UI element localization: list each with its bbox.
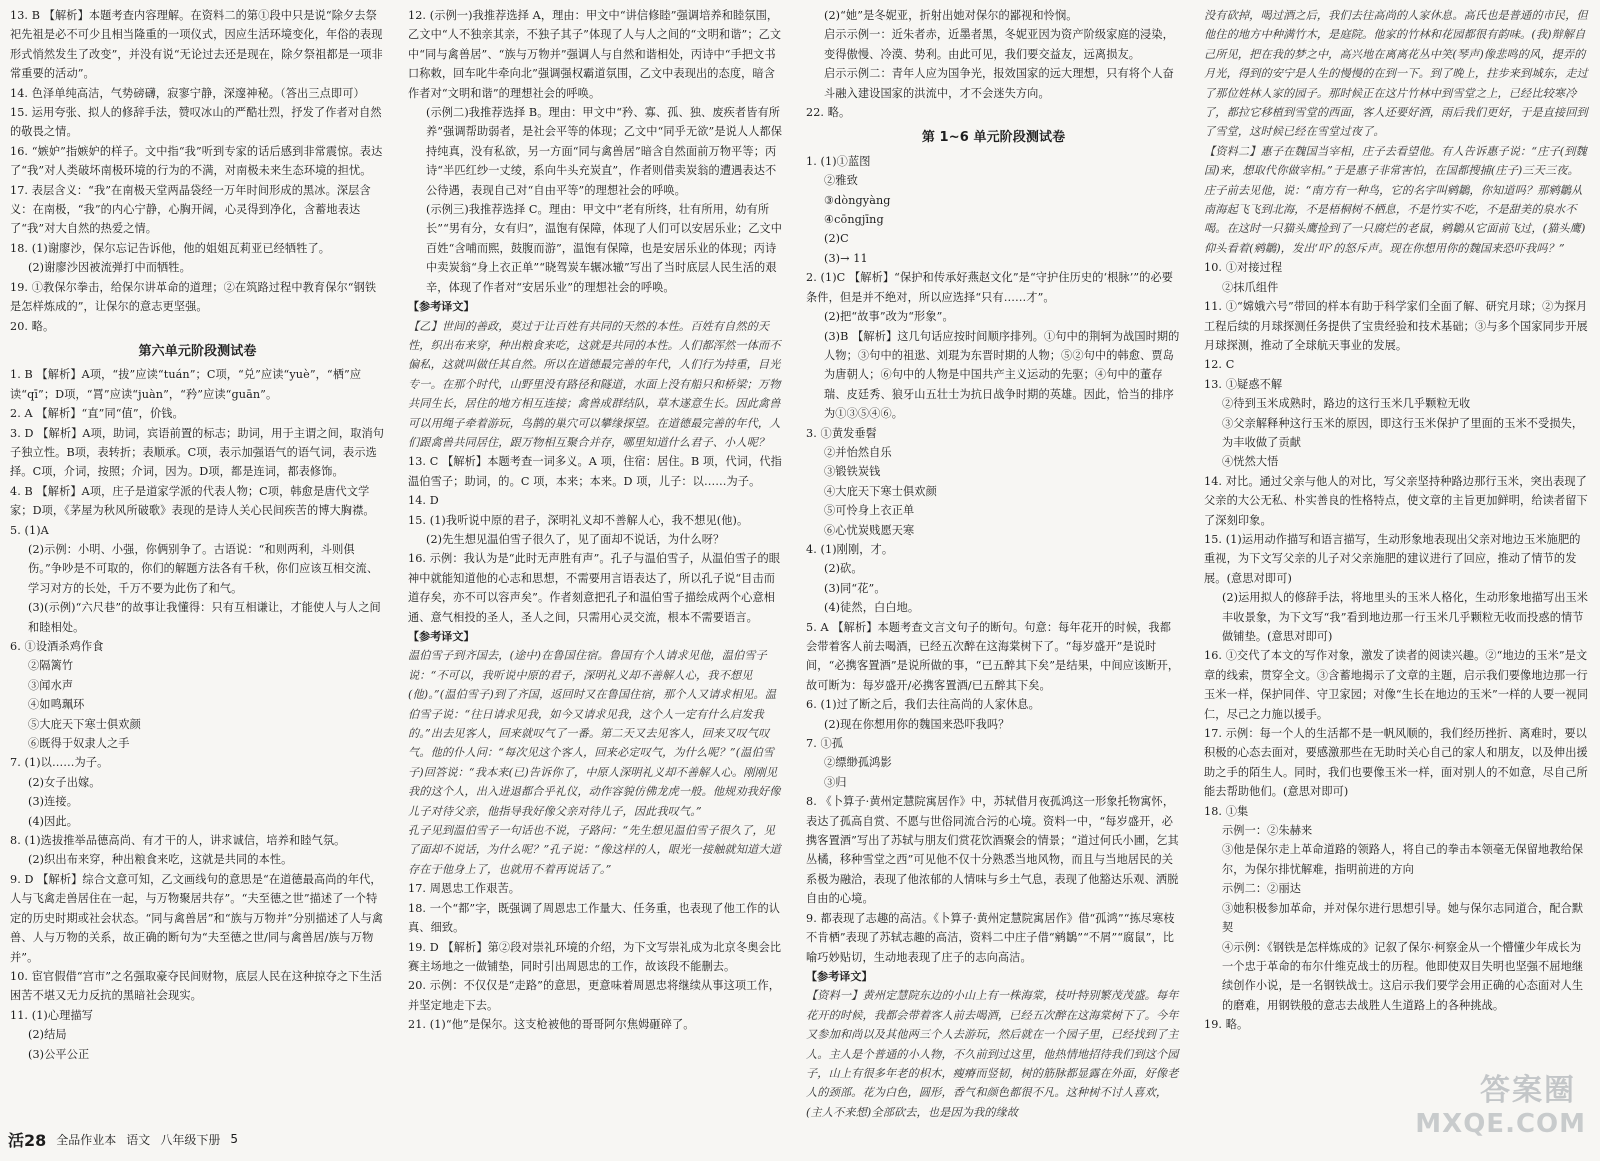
answer-item: 20. 示例：不仅仅是“走路”的意思，更意味着周恩忠将继续从事这项工作，并坚定地走下去。 (408, 979, 781, 1012)
section-title: 第 1~6 单元阶段测试卷 (921, 130, 1066, 146)
footer-page-number: 5 (230, 1132, 238, 1146)
footer-grade: 八年级下册 (160, 1132, 221, 1147)
answer-subitem: (3)同“花”。 (824, 581, 886, 595)
answer-subitem: ③锻铁炭钱 (824, 465, 881, 479)
answer-subitem: ⑥既得于奴隶人之手 (28, 737, 130, 751)
answer-subitem: (2)砍。 (824, 562, 863, 576)
answer-item: 6. (1)过了断之后，我们去往高尚的人家休息。 (806, 698, 1040, 712)
answer-subitem: ④cōngjīng (824, 213, 884, 227)
answer-subitem: ④示例：《钢铁是怎样炼成的》记叙了保尔·柯察金从一个懵懂少年成长为一个忠于革命的布尔什维克战士的历程。他即使双目失明也坚强不屈地继续创作小说，是一名钢铁战士。这启示我们要学会用正确的心态面对人生的磨难，用钢铁般的意志去战胜人生道路上的各种挑战。 (1222, 940, 1584, 1012)
answer-subitem: ③dòngyàng (824, 193, 891, 207)
translation-paragraph: 【资料一】黄州定慧院东边的小山上有一株海棠，枝叶特别繁茂茂盛。每年花开的时候，我都会带着客人前去喝酒，已经五次醉在这海棠树下了。今年又参加和尚以及其他两三个人去游玩，然后就在一个园子里，已经找到了主人。主人是个普通的小人物，不久前到过这里，他热情地招待我们到这个园子，山上有很多年老的枳木，瘦瘠而竖韧，树的筋脉都显露在外面，好像老人的颈部。花为白色，圆形，香气和颜色都很不凡。这种树不讨人喜欢，(主人不来想)全部砍去，也是因为我的缘故 (806, 989, 1179, 1119)
answer-subitem: 示例一：②朱赫来 (1222, 824, 1313, 838)
answer-item: 17. 表层含义：“我”在南极天堂两晶袋经一万年时间形成的黑冰。深层含义：在南极，“我”的内心宁静，心胸开阔，心灵得到净化，含蓄地表达了“我”对大自然的热爱之情。 (10, 183, 371, 236)
answer-subitem: (4)因此。 (28, 814, 79, 828)
reference-translation-label: 【参考译文】 (408, 300, 475, 314)
answer-subitem: ③父亲解释种这行玉米的原因，即这行玉米保护了里面的玉米不受损失，为丰收做了贡献 (1222, 416, 1584, 449)
answer-subitem: ③她积极参加革命，并对保尔进行思想引导。她与保尔志同道合，配合默契 (1222, 901, 1584, 935)
answer-item: 16. “嫉妒”指嫉妒的样子。文中指“我”听到专家的话后感到非常震惊。表达了“我”对人类破坏南极环境的行为的不满，对南极未来生态环境的担忧。 (10, 144, 383, 178)
answer-subitem: (3)→ 11 (824, 251, 868, 265)
answer-item: 9. 都表现了志趣的高洁。《卜算子·黄州定慧院寓居作》借“孤鸿”“拣尽寒枝不肯栖”表现了苏轼志趣的高洁，资料二中庄子借“鹓鶵”“不屑”“腐鼠”，比喻巧妙贴切，生动地表现了庄子的志向高洁。 (806, 911, 1175, 964)
translation-paragraph: 【资料二】惠子在魏国当宰相，庄子去看望他。有人告诉惠子说：“庄子(到魏国)来，想取代你做宰相。”于是惠子非常害怕，在国都搜捕(庄子)三天三夜。 (1204, 144, 1587, 178)
answer-item: 13. C 【解析】本题考查一词多义。A 项，住宿：居住。B 项，代词，代指温伯雪子；助词，的。C 项，本来；本来。D 项，儿子：以……为子。 (408, 455, 782, 488)
answer-item: 18. 一个“都”字，既强调了周恩忠工作量大、任务重，也表现了他工作的认真、细致。 (408, 901, 781, 935)
answer-subitem: 启示示例一：近朱者赤，近墨者黑，冬妮亚因为资产阶级家庭的浸染，变得傲慢、冷漠、势利。由此可见，我们要交益友，远离损友。 (824, 28, 1174, 61)
translation-paragraph: 庄子前去见他，说：“南方有一种鸟，它的名字叫鹓鶵，你知道吗？那鹓鶵从南海起飞飞到北海，不是梧桐树不栖息，不是竹实不吃，不是甜美的泉水不喝。在这时一只猫头鹰捡到了一只腐烂的老鼠，鹓鶵从它面前飞过，(猫头鹰)仰头看着(鹓鶵)，发出‘吓’的怒斥声。现在你想用你的魏国来恐吓我吗？” (1204, 183, 1586, 255)
answer-subitem: (3)公平公正 (28, 1047, 90, 1061)
answer-subitem: ⑤可怜身上衣正单 (824, 504, 915, 518)
answer-item: 6. ①设酒杀鸡作食 (10, 640, 104, 653)
translation-paragraph: 【乙】世间的善政，莫过于让百姓有共同的天然的本性。百姓有自然的天性，织出布来穿，种出粮食来吃，这就是共同的本性。人们都浑然一体而不偏私，这就叫做任其自然。所以在道德最完善的年代，人们行为持重，目光专一。在那个时代，山野里没有路径和隧道，水面上没有船只和桥梁；万物共同生长，居住的地方相互连接；禽兽成群结队，草木遂意生长。因此禽兽可以用绳子牵着游玩，鸟鹊的巢穴可以攀缘探望。在道德最完善的年代，人们跟禽兽共同居住，跟万物相互聚合并存，哪里知道什么君子、小人呢？ (408, 319, 781, 449)
answer-item: 3. ①黄发垂髫 (806, 426, 877, 440)
answer-item: 4. B 【解析】A项，庄子是道家学派的代表人物；C项，韩愈是唐代文学家；D项，《茅屋为秋风所破歌》表现的是诗人关心民间疾苦的博大胸襟。 (10, 484, 375, 518)
answer-subitem: (2)把“故事”改为“形象”。 (824, 310, 954, 324)
answer-subitem: ④恍然大悟 (1222, 455, 1279, 469)
answer-item: 1. B 【解析】A项，“拔”应读“tuán”；C项，“兑”应读“yuè”，“栖”应读“qī”；D项，“罥”应读“juàn”，“矜”应读“guān”。 (10, 368, 362, 401)
answer-subitem: (2)“她”是冬妮亚，折射出她对保尔的鄙视和怜悯。 (824, 9, 1078, 22)
answer-subitem: (4)徒然，白白地。 (824, 601, 920, 615)
answer-item: 5. A 【解析】本题考查文言文句子的断句。句意：每年花开的时候，我都会带着客人前去喝酒，已经五次醉在这海棠树下了。“每岁盛开”是说时间，“必携客置酒”是说所做的事，“已五醉其下矣”是结果，中间应该断开，故可断为：每岁盛开/必携客置酒/已五醉其下矣。 (806, 620, 1180, 692)
answer-subitem: ②隔篱竹 (28, 659, 74, 673)
answer-item: 10. ①对接过程 (1204, 261, 1283, 275)
answer-item: 14. 对比。通过父亲与他人的对比，写父亲坚持种路边那行玉米，突出表现了父亲的大公无私、朴实善良的性格特点，使文章的主旨更加鲜明，给读者留下了深刻印象。 (1204, 474, 1588, 527)
answer-subitem: ⑤大庇天下寒士俱欢颜 (28, 717, 141, 731)
answer-item: 3. D 【解析】A项，助词，宾语前置的标志；助词，用于主谓之间，取消句子独立性。B项，表转折；表顺承。C项，表示加强语气的语气词，表示选择。C项，介词，按照；介词，因为。D项，都是连词，都表修饰。 (10, 426, 385, 479)
answer-subitem: (2)现在你想用你的魏国来恐吓我吗？ (824, 717, 1010, 731)
answer-subitem: ⑥心忧炭贱愿天寒 (824, 523, 915, 537)
answer-subitem: ④如鸣珮环 (28, 698, 85, 712)
answer-item: 15. 运用夸张、拟人的修辞手法，赞叹冰山的严酷壮烈，抒发了作者对自然的敬畏之情。 (10, 106, 382, 139)
answer-item: 18. (1)谢廖沙，保尔忘记告诉他，他的姐姐瓦莉亚已经牺牲了。 (10, 241, 331, 255)
answer-item: 2. (1)C 【解析】“保护和传承好燕赵文化”是“守护住历史的‘根脉’”的必要条件，但是并不绝对，所以应选择“只有……才”。 (806, 271, 1174, 304)
answer-subitem: ④大庇天下寒士俱欢颜 (824, 484, 937, 498)
answer-item: 5. (1)A (10, 523, 49, 537)
page-footer (8, 1126, 238, 1152)
answer-item: 17. 周恩忠工作艰苦。 (408, 882, 521, 896)
watermark-line2: MXQE.COM (1415, 1109, 1586, 1139)
answer-subitem: (2)谢廖沙因被流弹打中而牺牲。 (28, 261, 191, 275)
answer-item: 22. 略。 (806, 106, 851, 120)
answer-item: 15. (1)我听说中原的君子，深明礼义却不善解人心，我不想见(他)。 (408, 513, 749, 527)
answer-subitem: ②抹爪组件 (1222, 280, 1279, 294)
reference-translation-label: 【参考译文】 (806, 969, 873, 983)
answer-item: 8. 《卜算子·黄州定慧院寓居作》中，苏轼借月夜孤鸿这一形象托物寓怀，表达了孤高自赏、不愿与世俗同流合污的心境。资料一中，“每岁盛开，必携客置酒”写出了苏轼与朋友们赏花饮酒聚会的情景；“道过何氏小圃，乞其丛橘，移种雪堂之西”可见他不仅十分熟悉当地风物，而且与当地居民的关系极为融洽，表现了他浓郁的人情味与乡土气息，表现了他豁达乐观、洒脱自由的心境。 (806, 795, 1179, 906)
translation-paragraph: 没有砍掉，喝过酒之后，我们去往高尚的人家休息。高氏也是普通的市民，但他住的地方中种满竹木，是庭院。他家的竹林和花园都很有韵味。(我)辩解自己所见，把在我的梦之中，高兴地在离离花丛中笑(琴声)像悲鸣的风，提弄的月光，得到的安宁是人生的慢慢的在到一下。到了晚上，拄步来到城东，走过了那位姓林人家的园子。那时候正在这片竹林中到雪堂之上，已经比较寒冷了，都拉它移植到雪堂的西面，客人还要好酒，雨后我们更好，于是直接回到了雪堂，这时候已经在雪堂过夜了。 (1204, 9, 1588, 139)
answer-item: 1. (1)①蓝图 (806, 154, 871, 168)
answer-item: 20. 略。 (10, 319, 55, 333)
answer-subitem: ②缥缈孤鸿影 (824, 756, 892, 770)
answer-subitem: (2)先生想见温伯雪子很久了，见了面却不说话，为什么呀？ (426, 532, 725, 546)
answer-item: 19. D 【解析】第②段对崇礼环境的介绍，为下文写崇礼成为北京冬奥会比赛主场地之一做铺垫，同时引出周恩忠的工作，故该段不能删去。 (408, 940, 782, 973)
answer-item: 12. (示例一)我推荐选择 A，理由：甲文中“讲信修睦”强调培养和睦氛围，乙文中“人不独亲其亲，不独子其子”体现了人与人之间的“文明和谐”；乙文中“同与禽兽居”、“族与万物并”强调人与自然和谐相处，丙诗中“手把文书口称敕，回车叱牛牵向北”强调强权霸道氛围，乙文中表现出的态度，暗含作者对“文明和谐”的理想社会的呼唤。 (408, 9, 782, 100)
answer-item: 15. (1)运用动作描写和语言描写，生动形象地表现出父亲对地边玉米施肥的重视，为下文写父亲的儿子对父亲施肥的建议进行了回应，推动了情节的发展。(意思对即可) (1204, 532, 1581, 585)
answer-item: 12. C (1204, 358, 1235, 372)
answer-subitem: ③闻水声 (28, 678, 74, 692)
translation-paragraph: 孔子见到温伯雪子一句话也不说，子路问：“先生想见温伯雪子很久了，见了面却不说话，为什么呢？”孔子说：“像这样的人，眼光一接触就知道大道存在于他身上了，也就用不着再说话了。” (408, 824, 781, 876)
column-3 (806, 6, 1181, 1121)
answer-item: 11. ①“嫦娥六号”带回的样本有助于科学家们全面了解、研究月球；②为探月工程后续的月球探测任务提供了宝贵经验和技术基础；③与多个国家同步开展月球探测，推动了全球航天事业的发展。 (1204, 300, 1588, 352)
answer-subitem: ②并怡然自乐 (824, 445, 892, 459)
answer-item: 14. D (408, 494, 439, 508)
footer-subject: 语文 (126, 1132, 151, 1147)
answer-item: 13. ①疑惑不解 (1204, 377, 1283, 391)
column-1 (10, 6, 385, 1121)
answer-item: 16. ①交代了本文的写作对象，激发了读者的阅读兴趣。②“地边的玉米”是文章的线索，贯穿全文。③含蓄地揭示了文章的主题，启示我们要像地边那一行玉米一样，保护同伴、守卫家园；对像“生长在地边的玉米”一样的人要一视同仁，尽己之力施以援手。 (1204, 649, 1589, 721)
answer-subitem: (2)女子出嫁。 (28, 775, 101, 789)
answer-subitem: (2)C (824, 232, 849, 246)
answer-subitem: ②雅致 (824, 174, 858, 188)
answer-subitem: (3)(示例)“六尺巷”的故事让我懂得：只有互相谦让，才能使人与人之间和睦相处。 (28, 601, 381, 634)
answer-item: 11. (1)心理描写 (10, 1008, 94, 1022)
answer-subitem: (2)示例：小明、小强，你俩别争了。古语说：“和则两利，斗则俱伤。”争吵是不可取的，你们的解题方法各有千秋，你们应该互相交流、学习对方的长处，千万不要为此伤了和气。 (28, 542, 379, 595)
answer-item: 13. B 【解析】本题考查内容理解。在资料二的第①段中只是说“除夕去祭祀先祖是必不可少且相当隆重的一项仪式，因应生活环境变化，年俗的表现形式悄然发生了改变”，并没有说“无论过去还是现在，除夕祭祖都是一项非常重要的活动”。 (10, 9, 383, 81)
reference-translation-label: 【参考译文】 (408, 630, 475, 643)
section-title: 第六单元阶段测试卷 (138, 343, 257, 359)
answer-subitem: ③归 (824, 775, 847, 789)
answer-subitem: (2)运用拟人的修辞手法，将地里头的玉米人格化，生动形象地描写出玉米丰收景象，为下文写“我”看到地边那一行玉米几乎颗粒无收而投惑的情节做铺垫。(意思对即可) (1222, 591, 1589, 643)
answer-item: 7. (1)以……为子。 (10, 756, 109, 770)
answer-subitem: ②待到玉米成熟时，路边的这行玉米几乎颗粒无收 (1222, 397, 1471, 411)
answer-subitem: (示例二)我推荐选择 B。理由：甲文中“矜、寡、孤、独、废疾者皆有所养”强调帮助弱者，是社会平等的体现；乙文中“同乎无欲”是说人人都保持纯真，没有私欲，另一方面“同与禽兽居”暗含自然面前万物平等；丙诗“半匹红纱一丈绫，系向牛头充炭直”，作者则借卖炭翁的遭遇表达不公待遇，表现自己对“自由平等”的理想社会的呼唤。 (426, 106, 783, 197)
column-2 (408, 6, 783, 1121)
answer-item: 7. ①孤 (806, 737, 844, 751)
answer-item: 4. (1)刚刚，才。 (806, 542, 894, 556)
answer-item: 8. (1)选拔推举品德高尚、有才干的人，讲求诚信，培养和睦气氛。 (10, 834, 346, 848)
answer-item: 10. 宦官假借“宫市”之名强取豪夺民间财物，底层人民在这种掠夺之下生活困苦不堪又无力反抗的黑暗社会现实。 (10, 969, 383, 1003)
answer-item: 19. 略。 (1204, 1018, 1249, 1032)
answer-item: 2. A 【解析】“直”同“值”，价钱。 (10, 407, 184, 421)
translation-paragraph: 温伯雪子到齐国去，(途中)在鲁国住宿。鲁国有个人请求见他，温伯雪子说：“不可以，我听说中原的君子，深明礼义却不善解人心，我不想见(他)。”(温伯雪子)到了齐国，返回时又在鲁国住宿，那个人又请求相见。温伯雪子说：“往日请求见我，如今又请求见我，这个人一定有什么启发我的。”出去见客人，回来就叹气了一番。第二天又去见客人，回来又叹气叹气。他的仆人问：“每次见这个客人，回来必定叹气，为什么呢？”(温伯雪子)回答说：“我本来(已)告诉你了，中原人深明礼义却不善解人心。刚刚见我的这个人，出入进退都合乎礼仪，动作容貌仿佛龙虎一般。他规劝我好像儿子对待父亲，他指导我好像父亲对待儿子，因此我叹气。” (408, 649, 781, 818)
answer-item: 21. (1)“他”是保尔。这支枪被他的哥哥阿尔焦姆砸碎了。 (408, 1018, 695, 1032)
watermark-line1: 答案圈 (1480, 1073, 1576, 1108)
answer-item: 18. ①集 (1204, 804, 1249, 818)
footer-series: 全品作业本 (56, 1132, 117, 1147)
answer-subitem: (2)结局 (28, 1028, 67, 1042)
answer-subitem: 启示示例二：青年人应为国争光，报效国家的远大理想，只有将个人奋斗融入建设国家的洪流中，才不会迷失方向。 (824, 67, 1174, 100)
watermark-logo (1416, 1059, 1586, 1155)
footer-badge: 活28 (8, 1130, 47, 1150)
answer-subitem: (示例三)我推荐选择 C。理由：甲文中“老有所终，壮有所用，幼有所长”“男有分，女有归”，温饱有保障，体现了人们可以安居乐业；乙文中百姓“含哺而熙，鼓腹而游”，温饱有保障，也是安居乐业的体现；丙诗中卖炭翁“身上衣正单”“晓驾炭车辗冰辙”写出了当时底层人民生活的艰辛，体现了作者对“安居乐业”的理想社会的呼唤。 (426, 203, 783, 294)
answer-item: 17. 示例：每一个人的生活都不是一帆风顺的，我们经历挫折、离难时，要以积极的心态去面对，要感激那些在无助时关心自己的家人和朋友，以及伸出援助之手的陌生人。同时，我们也要像玉米一样，面对别人的不如意，尽自己所能去帮助他们。(意思对即可) (1204, 727, 1588, 799)
answer-item: 19. ①教保尔拳击，给保尔讲革命的道理；②在筑路过程中教育保尔“钢铁是怎样炼成的”，让保尔的意志更坚强。 (10, 280, 377, 314)
answer-item: 16. 示例：我认为是“此时无声胜有声”。孔子与温伯雪子，从温伯雪子的眼神中就能知道他的心志和思想，不需要用言语表达了，所以孔子说“目击而道存矣，亦不可以容声矣”。作者刻意把孔子和温伯雪子描绘成两个心意相通、意气相投的圣人，圣人之间，只需用心灵交流，根本不需要语言。 (408, 552, 781, 624)
answer-subitem: (3)B 【解析】这几句话应按时间顺序排列。①句中的荆轲为战国时期的人物；③句中的祖逖、刘琨为东晋时期的人物；⑤②句中的韩愈、贾岛为唐朝人；⑥句中的人物是中国共产主义运动的先驱；④句中的董存瑞、皮廷秀、狼牙山五壮士为抗日战争时期的英雄。因此，恰当的排序为①③⑤④⑥。 (824, 329, 1180, 421)
column-4 (1204, 6, 1589, 1121)
answer-item: 14. 色泽单纯高洁，气势磅礴，寂寥宁静，深邃神秘。（答出三点即可） (10, 86, 365, 100)
answer-item: 9. D 【解析】综合文意可知，乙文画线句的意思是“在道德最高尚的年代，人与飞禽走兽居住在一起，与万物聚居共存”。“夫至德之世”描述了一个特定的历史时期或社会状态。“同与禽兽居”和“族与万物并”分别描述了人与禽兽、人与万物的关系，故正确的断句为“夫至德之世/同与禽兽居/族与万物并”。 (10, 872, 384, 964)
answer-subitem: ③他是保尔走上革命道路的领路人，将自己的拳击本领毫无保留地教给保尔，为保尔排忧解难，指明前进的方向 (1222, 843, 1584, 876)
answer-subitem: (3)连接。 (28, 795, 79, 809)
answer-subitem: 示例二：②丽达 (1222, 882, 1302, 896)
answer-subitem: (2)织出布来穿，种出粮食来吃，这就是共同的本性。 (28, 853, 293, 867)
